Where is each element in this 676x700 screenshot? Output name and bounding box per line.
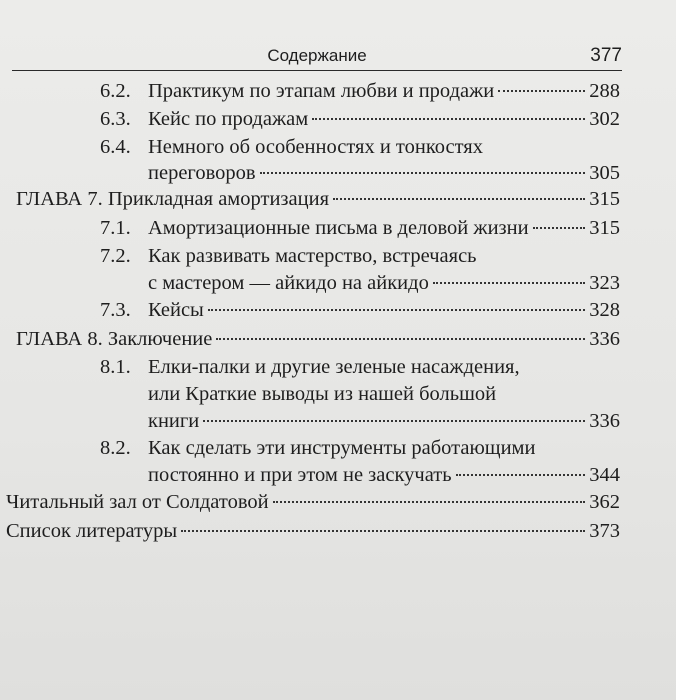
leader-dots [498,89,585,92]
entry-page: 323 [589,272,620,294]
page-number: 377 [590,45,622,66]
toc-entry-reading-room[interactable] [0,489,676,515]
entry-number: 7.2. [100,245,131,267]
entry-number: 6.4. [100,136,131,158]
leader-dots [203,419,585,422]
entry-page: 305 [589,162,620,184]
leader-dots [216,337,585,340]
entry-title-line-1: Немного об особенностях и тонкостях [148,136,483,158]
toc-entry-6-3[interactable] [0,106,676,132]
entry-title-line-1: Как развивать мастерство, встречаясь [148,245,477,267]
entry-page: 315 [589,217,620,239]
toc-entry-7-3[interactable] [0,297,676,323]
entry-page: 328 [589,299,620,321]
entry-page: 288 [589,80,620,102]
entry-title: ГЛАВА 8. Заключение [16,328,213,350]
toc-entry-chapter-8[interactable] [0,326,676,352]
entry-page: 302 [589,108,620,130]
toc-entry-chapter-7[interactable] [0,186,676,212]
leader-dots [456,473,586,476]
entry-title-line-2: или Краткие выводы из нашей большой [148,383,497,405]
toc-entry-7-1[interactable] [0,215,676,241]
leader-dots [333,197,585,200]
toc-entry-6-2[interactable] [0,78,676,104]
leader-dots [208,308,585,311]
entry-title: Практикум по этапам любви и продажи [148,80,495,102]
toc-entry-bibliography[interactable] [0,518,676,544]
entry-title: Кейсы [148,299,204,321]
entry-page: 315 [589,188,620,210]
entry-title-line-1: Как сделать эти инструменты работающими [148,437,536,459]
toc-entry-8-1[interactable] [0,354,676,434]
entry-page: 362 [589,491,620,513]
entry-number: 6.3. [100,108,131,130]
entry-number: 7.3. [100,299,131,321]
entry-title: Кейс по продажам [148,108,309,130]
entry-number: 8.1. [100,356,131,378]
entry-page: 344 [589,464,620,486]
entry-page: 373 [589,520,620,542]
entry-title-line-2: постоянно и при этом не заскучать [148,464,452,486]
entry-title: Читальный зал от Солдатовой [6,491,269,513]
leader-dots [312,117,585,120]
entry-title-line-2: переговоров [148,162,256,184]
entry-title-line-1: Елки-палки и другие зеленые насаждения, [148,356,520,378]
entry-page: 336 [589,410,620,432]
toc-entry-6-4[interactable] [0,134,676,186]
leader-dots [260,171,586,174]
entry-title: Список литературы [6,520,178,542]
toc-entry-7-2[interactable] [0,243,676,295]
leader-dots [181,529,585,532]
leader-dots [433,281,585,284]
entry-title-line-2: с мастером — айкидо на айкидо [148,272,429,294]
toc-entry-8-2[interactable] [0,435,676,489]
entry-title: Амортизационные письма в деловой жизни [148,217,529,239]
entry-title: ГЛАВА 7. Прикладная амортизация [16,188,329,210]
entry-number: 6.2. [100,80,131,102]
entry-page: 336 [589,328,620,350]
entry-title-line-3: книги [148,410,200,432]
leader-dots [273,500,586,503]
entry-number: 8.2. [100,437,131,459]
section-title: Содержание [267,46,367,65]
leader-dots [533,226,586,229]
entry-number: 7.1. [100,217,131,239]
